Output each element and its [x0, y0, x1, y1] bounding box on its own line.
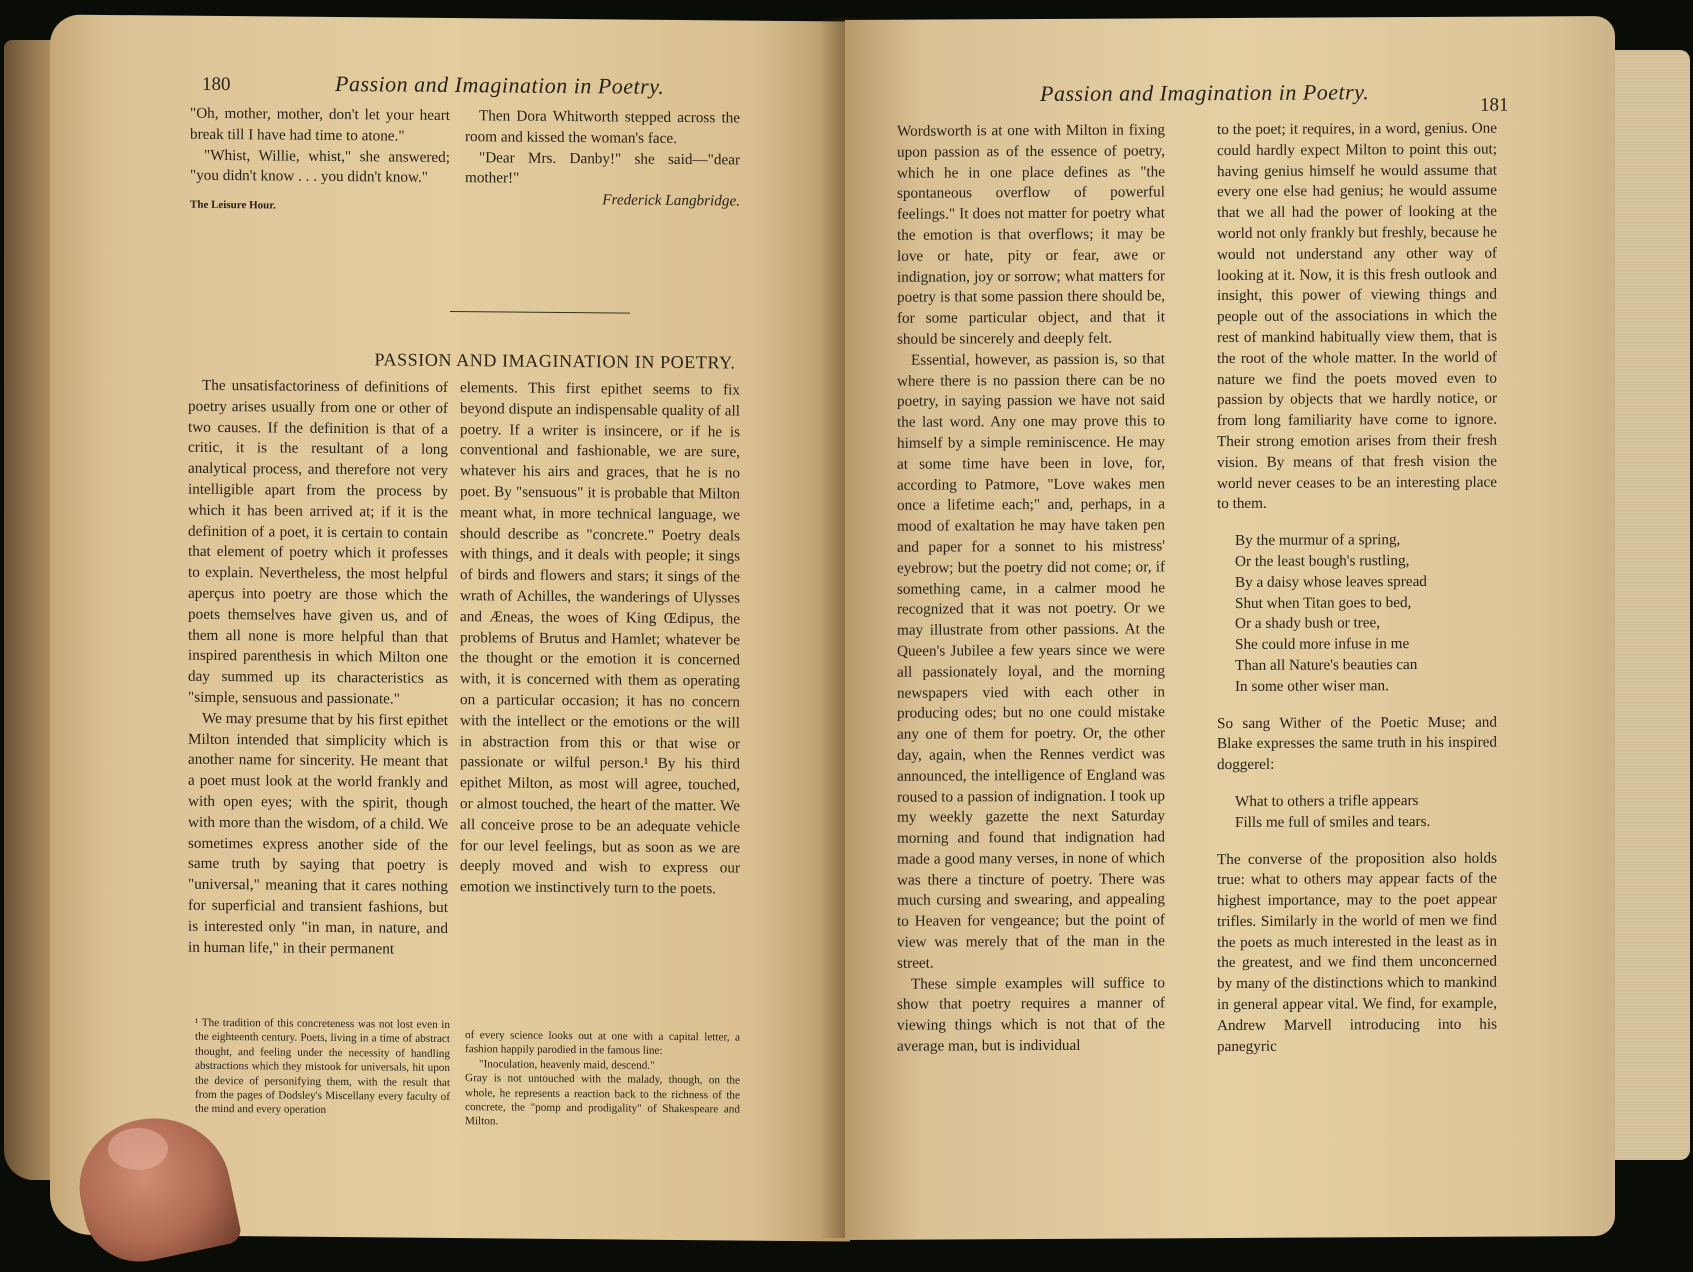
poem-line: "Oh, mother, mother, don't let your heart break till I have had time to atone.": [190, 104, 450, 145]
paragraph: The converse of the proposition also holds true: what to others may appear facts of the highest importance, may to the poet appear trifles. Similarly in the world of men we find the poets as much interested in the least as in the greatest, and we find them unconcerned by many of the distinctions which to mankind in general appear vital. We find, for example, Andrew Marvell introducing into his panegyric: [1217, 849, 1497, 1055]
paragraph: Wordsworth is at one with Milton in fixing upon passion as of the essence of poetry, which he in one place defines as "the spontaneous overflow of powerful feelings." It does not matter for poetry what the emotion is that overflows; it may be love or hate, pity or fear, awe or indignation, joy or sorrow; what matters for poetry is that some passion there should be, for some particular object, and that it should be sincerely and deeply felt.: [897, 121, 1165, 348]
poem-line: "Dear Mrs. Danby!" she said—"dear mother!": [465, 148, 740, 187]
page-number: 181: [1480, 94, 1509, 116]
poem-ending-column-2: [465, 106, 740, 212]
left-page: [50, 15, 850, 1242]
paragraph: So sang Wither of the Poetic Muse; and Blake expresses the same truth in his inspired doggerel:: [1217, 713, 1497, 774]
paragraph: We may presume that by his first epithet Milton intended that simplicity which is another name for sincerity. He meant that a poet must look at the world frankly and with open eyes; with the spirit, though with more than the wisdom, of a child. We sometimes express another side of the same truth by saying that poetry is "universal," meaning that it cares nothing for superficial and transient fashions, but is interested only "in man, in nature, and in human life," in their permanent: [188, 709, 448, 958]
paragraph: to the poet; it requires, in a word, genius. One could hardly expect Milton to point this out; having genius himself he would assume that every one else had genius; he would assume that we all had the power of looking at the world not only frankly but freshly, because he would not understand any other way of looking at it. Now, it is this fresh outlook and insight, this power of viewing things and people out of the associations in which the rest of mankind habitually view them, that is the root of the whole matter. In the world of nature we find the poets moved even to passion by objects that we hardly notice, or from long familiarity have come to ignore. Their strong emotion arises from their fresh vision. By means of that fresh vision the world never ceases to be an interesting place to them.: [1217, 119, 1497, 513]
section-divider: [450, 311, 630, 314]
poem-signature: Frederick Langbridge.: [602, 191, 740, 210]
footnote: ¹ The tradition of this concreteness was not lost even in the eighteenth century. Poets, living in a time of abstract thought, and feeling under the necessity of handling abstractions which they mistook for universals, hit upon the device of personifying them, with the result that from the pages of Dodsley's Miscellany every faculty of the mind and every operation: [195, 1016, 450, 1117]
verse-line: Or the least bough's rustling,: [1235, 551, 1410, 570]
verse-line: By the murmur of a spring,: [1235, 531, 1401, 550]
verse-line: By a daisy whose leaves spread: [1235, 572, 1427, 591]
paragraph: elements. This first epithet seems to fix beyond dispute an indispensable quality of all poetry. If a writer is insincere, or if he is conventional and fashionable, we are sure, whatever his airs and graces, that he is no poet. By "sensuous" it is probable that Milton meant what, in more technical language, we should describe as "concrete." Poetry deals with things, and it deals with people; it sings of birds and flowers and stars; it sings of the wrath of Achilles, the wanderings of Ulysses and Æneas, the woes of King Œdipus, the problems of Brutus and Hamlet; whatever be the thought or the emotion it is concerned with, it is concerned with them as operating on a particular occasion; it has no concern with the intellect or the emotions or the will in abstraction from this or that wise or passionate or wilful person.¹ By his third epithet Milton, as most will agree, touched, or almost touched, the heart of the matter. We all conceive prose to be an adequate vehicle for our level feelings, but as soon as we are deeply moved and wish to express our emotion we instinctively turn to the poets.: [460, 379, 740, 898]
verse-line: What to others a trifle appears: [1235, 791, 1419, 810]
poem-ending-column-1: [190, 104, 450, 218]
verse-line: Or a shady bush or tree,: [1235, 614, 1381, 633]
verse-line: She could more infuse in me: [1235, 635, 1410, 654]
right-page-column-2: [1217, 119, 1497, 1058]
paragraph: The unsatisfactoriness of definitions of poetry arises usually from one or other of two causes. If the definition is that of a critic, it is the resultant of a long analytical process, and therefore not very intelligible apart from the process by which it has been arrived at; if it is the definition of a poet, it is certain to contain that element of poetry which it professes to explain. Nevertheless, the most helpful aperçus into poetry are those which the poets themselves have given us, and of them all none is more helpful than that inspired parenthesis in which Milton one day summed up its characteristics as "simple, sensuous and passionate.": [188, 376, 448, 708]
paragraph: Essential, however, as passion is, so that where there is no passion there can be no poetry, in saying passion we have not said the last word. Any one may prove this to himself by a simple reminiscence. He may at some time have been in love, for, according to Patmore, "Love wakes men once a lifetime each;" and, perhaps, in a mood of exaltation he may have taken pen and paper for a sonnet to his mistress' eyebrow; but the poetry did not come; or, if something came, in a calmer mood he recognized that it was not poetry. Or we may illustrate from other passions. At the Queen's Jubilee a few years since we were all passionately loyal, and the morning newspapers vied with each other in producing odes; but no one could mistake any one of them for poetry. Or, the other day, again, when the Rennes verdict was announced, the intelligence of England was roused to a passion of indignation. I took up my weekly gazette the next Saturday morning and found that indignation had made a good many verses, in none of which was there a tincture of poetry. There was much cursing and swearing, and appealing to Heaven for vengeance; but the point of view was merely that of the man in the street.: [897, 350, 1165, 972]
poem-line: Then Dora Whitworth stepped across the room and kissed the woman's face.: [465, 107, 740, 147]
footnote-column-1: [195, 1016, 450, 1119]
verse-line: In some other wiser man.: [1235, 676, 1389, 695]
running-head: Passion and Imagination in Poetry.: [1040, 79, 1370, 106]
poem-source: The Leisure Hour.: [190, 198, 276, 212]
thumb-nail: [108, 1128, 168, 1170]
footnote-quote: "Inoculation, heavenly maid, descend.": [479, 1058, 655, 1072]
footnote-intro: of every science looks out at one with a capital letter, a fashion happily parodied in the famous line:: [465, 1029, 740, 1058]
paragraph: These simple examples will suffice to show that poetry requires a manner of viewing things which is not that of the average man, but is individual: [897, 974, 1165, 1055]
right-page-column-1: [897, 120, 1165, 1057]
verse-line: Shut when Titan goes to bed,: [1235, 593, 1412, 612]
running-head: Passion and Imagination in Poetry.: [335, 70, 665, 99]
left-page-column-2: [460, 378, 740, 900]
left-page-column-1: [188, 376, 448, 961]
footnote-rest: Gray is not untouched with the malady, though, on the whole, he represents a reaction back to the richness of the concrete, the "pomp and prodigality" of Shakespeare and Milton.: [465, 1072, 740, 1128]
poem-line: "Whist, Willie, whist," she answered; "you didn't know . . . you didn't know.": [190, 146, 450, 187]
footnote-column-2: [465, 1028, 740, 1131]
page-number: 180: [202, 73, 231, 96]
article-title: PASSION AND IMAGINATION IN POETRY.: [374, 349, 736, 373]
verse-line: Than all Nature's beauties can: [1235, 655, 1418, 674]
verse-blake: [1235, 791, 1497, 834]
verse-wither: [1235, 530, 1497, 698]
verse-line: Fills me full of smiles and tears.: [1235, 812, 1431, 831]
right-page: [845, 16, 1615, 1240]
